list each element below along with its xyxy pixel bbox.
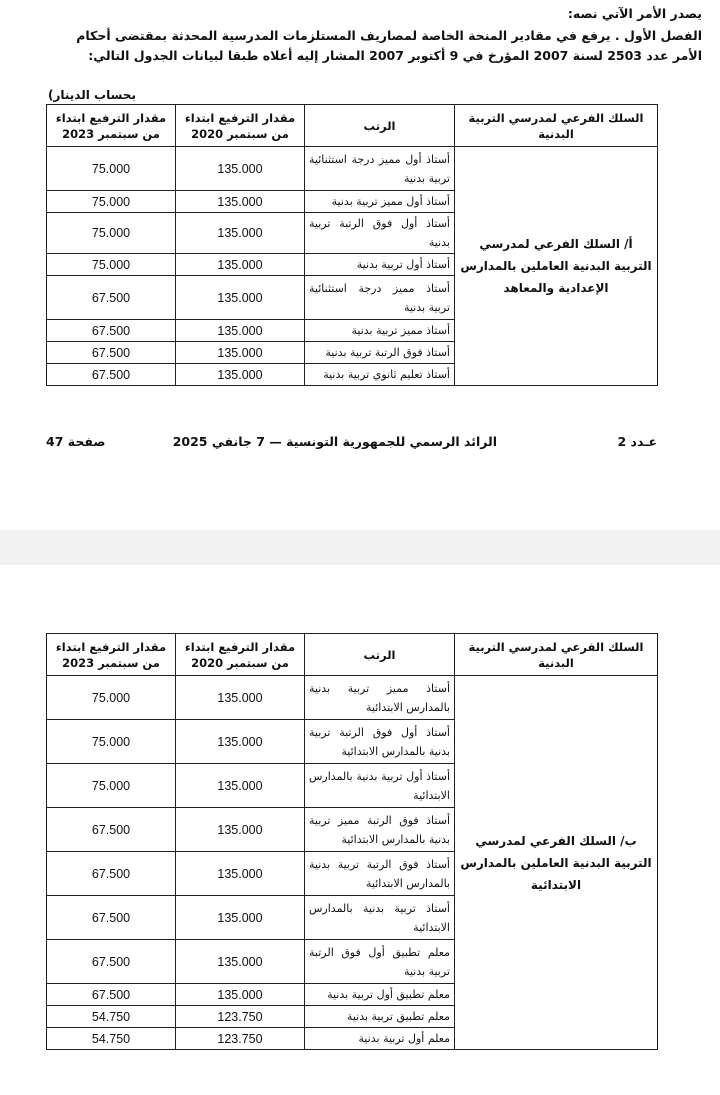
amount-2023-cell: 67.500	[47, 896, 176, 940]
header-v2023: مقدار الترفيع ابتداء من سبتمبر 2023	[47, 105, 176, 147]
amount-2023-cell: 75.000	[47, 254, 176, 276]
amount-2023-cell: 75.000	[47, 191, 176, 213]
amount-2020-cell: 135.000	[176, 984, 305, 1006]
rank-cell: أستاذ أول فوق الرتبة تربية بدنية بالمدارس الابتدائية	[305, 720, 455, 764]
intro-paragraph: الفصل الأول . يرفع في مقادير المنحة الخاصة لمصاريف المستلزمات المدرسية المحدثة بمقتضى أحكام الأمر عدد 2503 لسنة 2007 المؤرخ في 9 أكتوبر 2007 المشار إليه أعلاه طبقا لبيانات الجدول التالي:	[76, 28, 702, 63]
rank-cell: معلم تطبيق أول فوق الرتبة تربية بدنية	[305, 940, 455, 984]
header-v2020: مقدار الترفيع ابتداء من سبتمبر 2020	[176, 634, 305, 676]
amount-2020-cell: 135.000	[176, 320, 305, 342]
page-footer	[46, 434, 657, 454]
table-header-row	[47, 634, 658, 676]
rank-cell: أستاذ مميز تربية بدنية	[305, 320, 455, 342]
amount-2023-cell: 75.000	[47, 720, 176, 764]
amount-2020-cell: 123.750	[176, 1028, 305, 1050]
rank-cell: أستاذ أول تربية بدنية بالمدارس الابتدائية	[305, 764, 455, 808]
amount-2020-cell: 135.000	[176, 764, 305, 808]
rank-cell: أستاذ مميز تربية بدنية بالمدارس الابتدائية	[305, 676, 455, 720]
amount-2023-cell: 67.500	[47, 852, 176, 896]
table-header-row	[47, 105, 658, 147]
rank-cell: أستاذ فوق الرتبة تربية بدنية	[305, 342, 455, 364]
amount-2020-cell: 135.000	[176, 191, 305, 213]
table-body	[47, 676, 658, 1050]
amount-2023-cell: 75.000	[47, 147, 176, 191]
amount-2023-cell: 54.750	[47, 1006, 176, 1028]
amount-2020-cell: 135.000	[176, 940, 305, 984]
table-row	[47, 147, 658, 191]
amount-2020-cell: 135.000	[176, 720, 305, 764]
header-corps: السلك الفرعي لمدرسي التربية البدنية	[455, 105, 658, 147]
table-row	[47, 676, 658, 720]
page-number: صفحة 47	[46, 434, 106, 449]
amount-2023-cell: 67.500	[47, 808, 176, 852]
table-body	[47, 147, 658, 386]
header-corps: السلك الفرعي لمدرسي التربية البدنية	[455, 634, 658, 676]
corps-cell: ب/ السلك الفرعي لمدرسي التربية البدنية العاملين بالمدارس الابتدائية	[455, 676, 658, 1050]
header-rank: الرتب	[305, 105, 455, 147]
unit-note: بحساب الدينار)	[48, 88, 136, 102]
amount-2023-cell: 67.500	[47, 276, 176, 320]
page-separator	[0, 530, 720, 565]
amount-2020-cell: 135.000	[176, 808, 305, 852]
rank-cell: أستاذ أول تربية بدنية	[305, 254, 455, 276]
amount-2020-cell: 135.000	[176, 676, 305, 720]
amount-2023-cell: 67.500	[47, 320, 176, 342]
rank-cell: أستاذ أول مميز درجة استثنائية تربية بدنية	[305, 147, 455, 191]
rank-cell: معلم تطبيق تربية بدنية	[305, 1006, 455, 1028]
amount-2020-cell: 135.000	[176, 896, 305, 940]
header-rank: الرتب	[305, 634, 455, 676]
amount-2020-cell: 123.750	[176, 1006, 305, 1028]
amount-2023-cell: 75.000	[47, 213, 176, 254]
amount-2023-cell: 75.000	[47, 676, 176, 720]
rank-cell: أستاذ مميز درجة استثنائية تربية بدنية	[305, 276, 455, 320]
amount-2023-cell: 67.500	[47, 342, 176, 364]
rank-cell: أستاذ أول مميز تربية بدنية	[305, 191, 455, 213]
rank-cell: معلم تطبيق أول تربية بدنية	[305, 984, 455, 1006]
amount-2020-cell: 135.000	[176, 213, 305, 254]
issue-number: عـدد 2	[617, 434, 657, 449]
amount-2020-cell: 135.000	[176, 342, 305, 364]
rank-cell: أستاذ تعليم ثانوي تربية بدنية	[305, 364, 455, 386]
allowance-table-primary	[46, 633, 658, 1050]
amount-2020-cell: 135.000	[176, 852, 305, 896]
rank-cell: أستاذ تربية بدنية بالمدارس الابتدائية	[305, 896, 455, 940]
amount-2020-cell: 135.000	[176, 364, 305, 386]
amount-2023-cell: 67.500	[47, 984, 176, 1006]
intro-line: يصدر الأمر الآتي نصه:	[567, 6, 702, 21]
rank-cell: أستاذ فوق الرتبة مميز تربية بدنية بالمدارس الابتدائية	[305, 808, 455, 852]
journal-title: الرائد الرسمي للجمهورية التونسية — 7 جانفي 2025	[172, 434, 497, 449]
amount-2023-cell: 75.000	[47, 764, 176, 808]
header-v2023: مقدار الترفيع ابتداء من سبتمبر 2023	[47, 634, 176, 676]
amount-2023-cell: 54.750	[47, 1028, 176, 1050]
amount-2020-cell: 135.000	[176, 254, 305, 276]
document-page-bottom	[0, 565, 720, 1095]
amount-2020-cell: 135.000	[176, 147, 305, 191]
corps-cell: أ/ السلك الفرعي لمدرسي التربية البدنية العاملين بالمدارس الإعدادية والمعاهد	[455, 147, 658, 386]
document-page-top	[0, 0, 720, 530]
rank-cell: معلم أول تربية بدنية	[305, 1028, 455, 1050]
amount-2020-cell: 135.000	[176, 276, 305, 320]
header-v2020: مقدار الترفيع ابتداء من سبتمبر 2020	[176, 105, 305, 147]
rank-cell: أستاذ فوق الرتبة تربية بدنية بالمدارس الابتدائية	[305, 852, 455, 896]
rank-cell: أستاذ أول فوق الرتبة تربية بدنية	[305, 213, 455, 254]
amount-2023-cell: 67.500	[47, 364, 176, 386]
amount-2023-cell: 67.500	[47, 940, 176, 984]
allowance-table-secondary	[46, 104, 658, 386]
